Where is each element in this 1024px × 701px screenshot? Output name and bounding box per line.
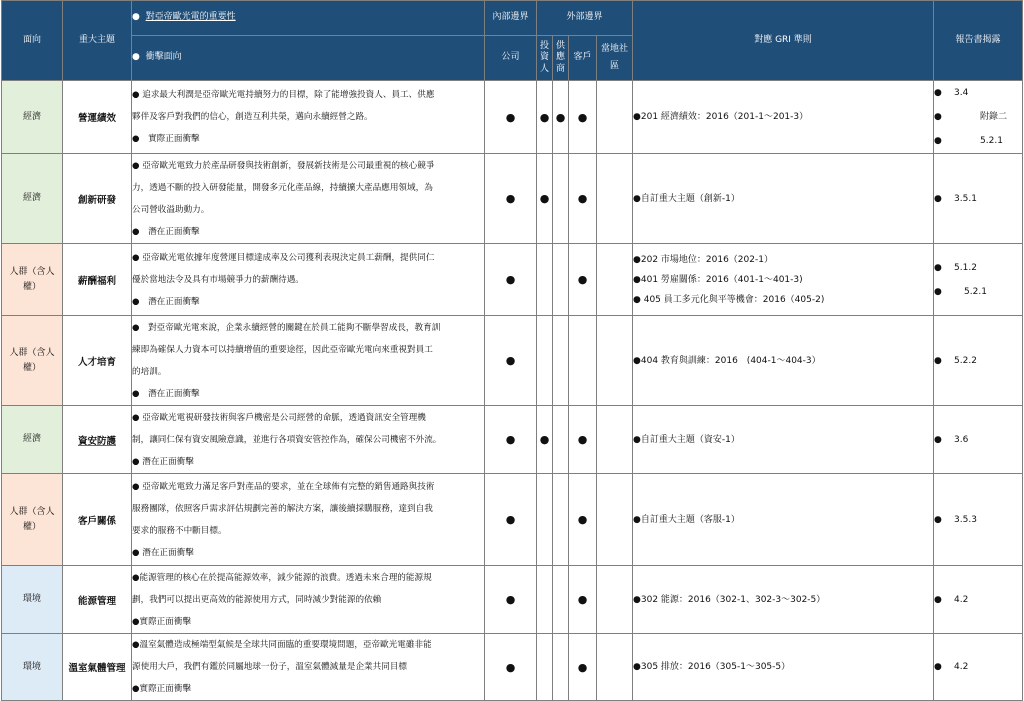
row-description: ● 亞帝歐光電視研發技術與客戶機密是公司經營的命脈，透過資訊安全管理機 制，讓同仁保有資安風險意識，並進行各項資安管控作為，確保公司機密不外流。 ● 潛在正面衝擊	[132, 406, 485, 474]
row-report: ● 3.6	[934, 406, 1023, 474]
row-dimension: 環境	[2, 634, 63, 701]
header-topic: 重大主題	[63, 1, 132, 81]
boundary-company: ●	[485, 634, 537, 701]
row-description: ●能源管理的核心在於提高能源效率，減少能源的浪費。透過未來合理的能源規 劃，我們可以提出更高效的能源使用方式，同時減少對能源的依賴 ●實際正面衝擊	[132, 566, 485, 634]
boundary-suppliers	[553, 316, 569, 406]
boundary-community	[597, 316, 633, 406]
header-significance-label: 對亞帝歐光電的重要性	[145, 12, 236, 23]
header-internal-boundary: 內部邊界	[485, 1, 537, 36]
header-suppliers-1: 供	[555, 41, 565, 52]
row-dimension: 經濟	[2, 406, 63, 474]
boundary-community	[597, 406, 633, 474]
header-dimension: 面向	[2, 1, 63, 81]
header-impact-bullet: ●	[132, 52, 140, 63]
header-suppliers-3: 商	[555, 63, 565, 74]
boundary-customers: ●	[569, 634, 597, 701]
boundary-investors	[537, 566, 553, 634]
boundary-customers: ●	[569, 566, 597, 634]
header-significance-bullet: ●	[132, 12, 140, 23]
boundary-company: ●	[485, 406, 537, 474]
row-dimension: 經濟	[2, 154, 63, 244]
boundary-suppliers	[553, 154, 569, 244]
boundary-company: ●	[485, 81, 537, 154]
boundary-investors: ●	[537, 406, 553, 474]
row-report: ● 4.2	[934, 634, 1023, 701]
row-report: ● 3.5.1	[934, 154, 1023, 244]
boundary-suppliers	[553, 474, 569, 566]
row-topic: 能源管理	[63, 566, 132, 634]
row-description: ● 亞帝歐光電致力於產品研發與技術創新，發展新技術是公司最重視的核心競爭 力，透過不斷的投入研發能量，開發多元化產品線，持續擴大產品應用領域，為 公司營收溢助動力。 ● 潛在正面衝擊	[132, 154, 485, 244]
boundary-investors	[537, 244, 553, 316]
header-customers: 客戶	[569, 36, 597, 81]
row-description: ● 亞帝歐光電依據年度營運目標達成率及公司獲利表現決定員工薪酬，提供同仁 優於當地法令及具有市場競爭力的薪酬待遇。 ● 潛在正面衝擊	[132, 244, 485, 316]
table-row	[2, 81, 1023, 154]
table-row	[2, 244, 1023, 316]
header-community-2: 區	[610, 61, 620, 71]
row-dimension: 人群（含人 權）	[2, 474, 63, 566]
row-report: ● 5.2.2	[934, 316, 1023, 406]
row-gri: ●305 排放：2016（305-1～305-5）	[633, 634, 934, 701]
boundary-suppliers	[553, 566, 569, 634]
boundary-investors	[537, 634, 553, 701]
boundary-investors: ●	[537, 81, 553, 154]
table-row	[2, 154, 1023, 244]
boundary-investors: ●	[537, 154, 553, 244]
table-row	[2, 316, 1023, 406]
boundary-company: ●	[485, 474, 537, 566]
row-report: ● 3.5.3	[934, 474, 1023, 566]
row-gri: ●201 經濟績效：2016（201-1～201-3）	[633, 81, 934, 154]
row-description: ● 對亞帝歐光電來說，企業永續經營的關鍵在於員工能夠不斷學習成長，教育訓 練即為確保人力資本可以持續增值的重要途徑，因此亞帝歐光電向來重視對員工 的培訓。 ● 潛在正面衝擊	[132, 316, 485, 406]
table-row	[2, 634, 1023, 701]
boundary-community	[597, 634, 633, 701]
row-dimension: 經濟	[2, 81, 63, 154]
boundary-suppliers	[553, 244, 569, 316]
header-impact-label: 衝擊面向	[145, 52, 182, 63]
row-topic: 客戶關係	[63, 474, 132, 566]
boundary-customers: ●	[569, 154, 597, 244]
row-description: ●溫室氣體造成極端型氣候是全球共同面臨的重要環境問題，亞帝歐光電雖非能 源使用大戶，我們有鑑於同屬地球一份子，溫室氣體減量是企業共同目標 ●實際正面衝擊	[132, 634, 485, 701]
header-external-boundary: 外部邊界	[537, 1, 633, 36]
boundary-suppliers	[553, 406, 569, 474]
row-description: ● 亞帝歐光電致力滿足客戶對產品的要求，並在全球佈有完整的銷售通路與技術 服務團隊，依照客戶需求評估規劃完善的解決方案，讓後續採購服務，達到自我 要求的服務不中斷目標。 ● 潛在正面衝擊	[132, 474, 485, 566]
row-gri: ●404 教育與訓練：2016 (404-1～404-3）	[633, 316, 934, 406]
boundary-customers: ●	[569, 406, 597, 474]
boundary-community	[597, 244, 633, 316]
boundary-company: ●	[485, 244, 537, 316]
row-description: ● 追求最大利潤是亞帝歐光電持續努力的目標，除了能增強投資人、員工、供應 夥伴及客戶對我們的信心，創造互利共榮，邁向永續經營之路。 ● 實際正面衝擊	[132, 81, 485, 154]
boundary-customers: ●	[569, 81, 597, 154]
header-report: 報告書揭露	[934, 1, 1023, 81]
header-impact	[132, 36, 485, 81]
boundary-community	[597, 474, 633, 566]
header-suppliers-2: 應	[555, 52, 565, 63]
boundary-community	[597, 81, 633, 154]
row-report: ● 3.4 ● 附錄二 ● 5.2.1	[934, 81, 1023, 154]
header-significance	[132, 1, 485, 36]
header-investors-1: 投	[539, 41, 549, 52]
row-topic: 資安防護	[63, 406, 132, 474]
boundary-investors	[537, 316, 553, 406]
header-community	[597, 36, 633, 81]
boundary-customers: ●	[569, 474, 597, 566]
boundary-company: ●	[485, 154, 537, 244]
row-report: ● 5.1.2 ● 5.2.1	[934, 244, 1023, 316]
boundary-community	[597, 154, 633, 244]
row-gri: ●自訂重大主題（資安-1）	[633, 406, 934, 474]
row-gri: ●202 市場地位：2016（202-1） ●401 勞雇關係：2016（401-1～401-3) ● 405 員工多元化與平等機會：2016（405-2)	[633, 244, 934, 316]
table-row	[2, 406, 1023, 474]
row-topic: 營運績效	[63, 81, 132, 154]
boundary-suppliers: ●	[553, 81, 569, 154]
row-topic: 人才培育	[63, 316, 132, 406]
row-topic: 溫室氣體管理	[63, 634, 132, 701]
row-gri: ●302 能源：2016（302-1、302-3～302-5）	[633, 566, 934, 634]
row-gri: ●自訂重大主題（客服-1）	[633, 474, 934, 566]
row-gri: ●自訂重大主題（創新-1）	[633, 154, 934, 244]
boundary-company: ●	[485, 316, 537, 406]
materiality-table	[1, 0, 1023, 701]
boundary-community	[597, 566, 633, 634]
header-investors-2: 資	[539, 52, 549, 63]
header-community-1: 當地社	[601, 43, 629, 54]
row-topic: 薪酬福利	[63, 244, 132, 316]
row-dimension: 環境	[2, 566, 63, 634]
table-row	[2, 474, 1023, 566]
header-suppliers	[553, 36, 569, 81]
header-investors	[537, 36, 553, 81]
header-investors-3: 人	[539, 63, 549, 74]
boundary-investors	[537, 474, 553, 566]
header-gri: 對應 GRI 準則	[633, 1, 934, 81]
header-company: 公司	[485, 36, 537, 81]
table-row	[2, 566, 1023, 634]
row-report: ● 4.2	[934, 566, 1023, 634]
boundary-company: ●	[485, 566, 537, 634]
row-dimension: 人群（含人 權）	[2, 316, 63, 406]
boundary-suppliers	[553, 634, 569, 701]
boundary-customers	[569, 316, 597, 406]
row-topic: 創新研發	[63, 154, 132, 244]
boundary-customers: ●	[569, 244, 597, 316]
row-dimension: 人群（含人 權）	[2, 244, 63, 316]
